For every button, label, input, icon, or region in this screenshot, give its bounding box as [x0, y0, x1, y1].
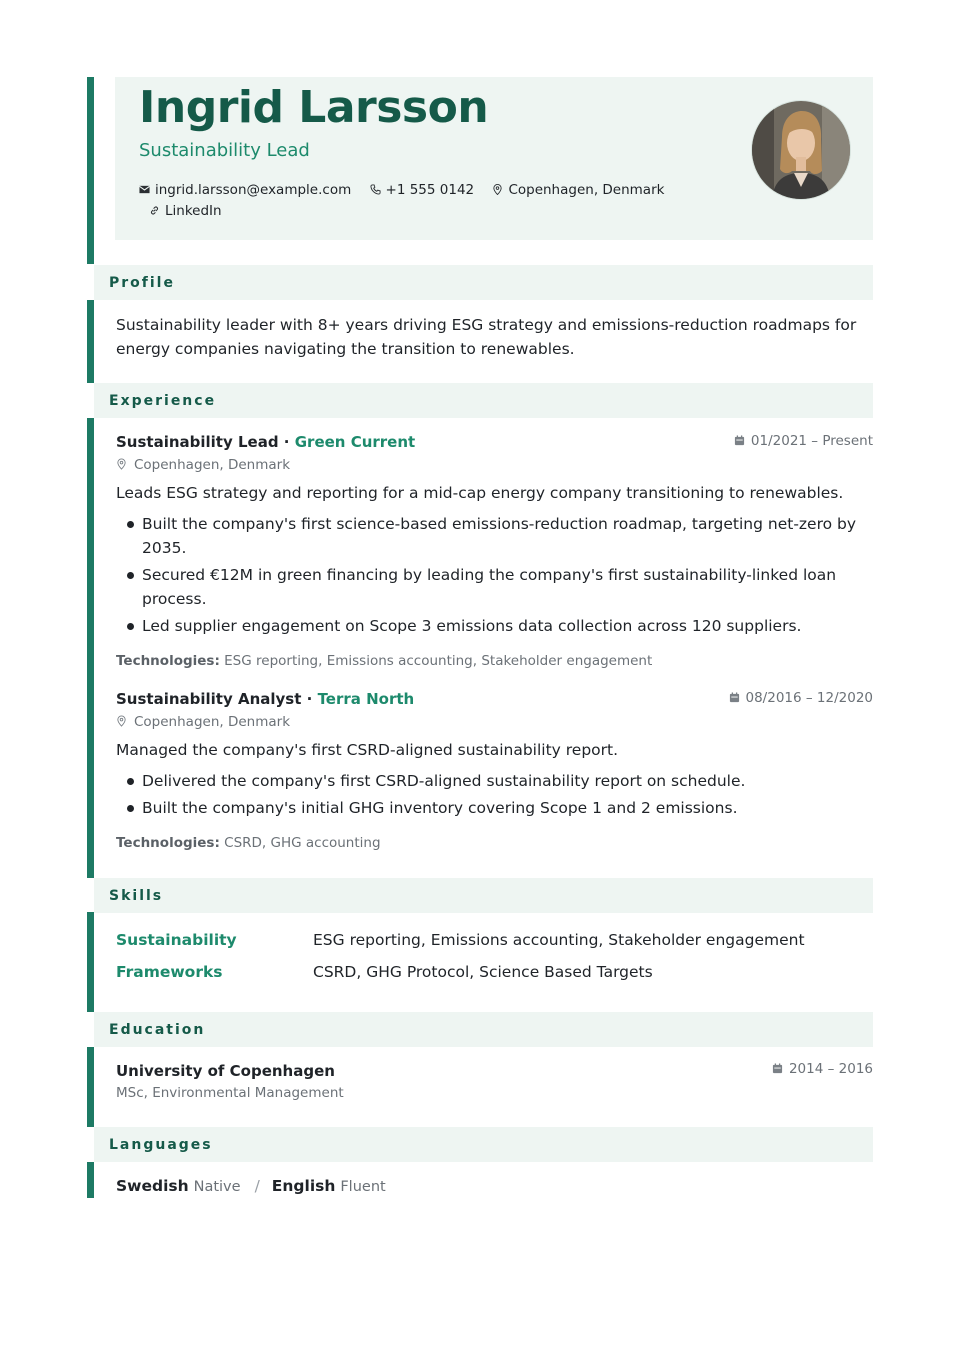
job-dates [729, 690, 874, 706]
section-title-experience [94, 383, 873, 418]
technologies-label: Technologies: [116, 653, 220, 669]
section-title-text: Experience [109, 393, 217, 409]
job-location [116, 714, 290, 730]
job-summary: Leads ESG strategy and reporting for a mid-cap energy company transitioning to renewables. [116, 484, 844, 502]
job-location-text: Copenhagen, Denmark [134, 457, 291, 473]
profile-photo [752, 101, 850, 199]
job-technologies [116, 653, 652, 669]
link-icon [149, 205, 160, 216]
accent-bar [87, 418, 94, 878]
accent-bar [87, 77, 94, 264]
linkedin-text: LinkedIn [165, 203, 222, 219]
job-bullets [126, 769, 866, 823]
skill-category: Sustainability [116, 931, 237, 949]
language-level: Native [193, 1179, 241, 1195]
accent-bar [87, 1162, 94, 1198]
title-separator: · [278, 433, 295, 451]
education-school: University of Copenhagen [116, 1062, 335, 1080]
technologies-text: CSRD, GHG accounting [224, 835, 381, 851]
profile-summary: Sustainability leader with 8+ years driving ESG strategy and emissions-reduction roadmaps for energy companies navigating the transition to renewables. [116, 316, 857, 358]
contact-info [139, 180, 719, 222]
calendar-icon [729, 692, 740, 703]
job-location [116, 457, 290, 473]
education-degree: MSc, Environmental Management [116, 1085, 344, 1101]
section-title-text: Education [109, 1022, 206, 1038]
section-title-text: Languages [109, 1137, 213, 1153]
contact-linkedin[interactable] [149, 201, 222, 222]
technologies-text: ESG reporting, Emissions accounting, Stakeholder engagement [224, 653, 653, 669]
email-text: ingrid.larsson@example.com [155, 182, 352, 198]
phone-icon [370, 184, 381, 195]
skill-values: ESG reporting, Emissions accounting, Stakeholder engagement [313, 931, 805, 949]
accent-bar [87, 300, 94, 383]
map-pin-icon [116, 458, 127, 470]
map-pin-icon [116, 715, 127, 727]
calendar-icon [772, 1063, 783, 1074]
map-pin-icon [492, 184, 503, 195]
section-title-languages [94, 1127, 873, 1162]
calendar-icon [734, 435, 745, 446]
job-title: Sustainability Lead [116, 433, 279, 451]
job-technologies [116, 835, 381, 851]
job-dates [734, 433, 873, 449]
list-item: Built the company's first science-based emissions-reduction roadmap, targeting net-zero by 2035. [126, 512, 866, 560]
section-title-skills [94, 878, 873, 913]
job-dates-text: 08/2016 – 12/2020 [745, 690, 873, 706]
section-title-profile [94, 265, 873, 300]
avatar [752, 101, 850, 199]
envelope-icon [139, 184, 150, 195]
language-separator: / [254, 1177, 260, 1195]
job-company: Terra North [317, 690, 415, 708]
skill-values: CSRD, GHG Protocol, Science Based Targets [313, 963, 653, 981]
job-location-text: Copenhagen, Denmark [134, 714, 291, 730]
accent-bar [87, 912, 94, 1012]
language-name: Swedish [116, 1177, 189, 1195]
list-item: Delivered the company's first CSRD-aligned sustainability report on schedule. [126, 769, 866, 793]
technologies-label: Technologies: [116, 835, 220, 851]
candidate-name: Ingrid Larsson [139, 82, 489, 133]
contact-location [492, 180, 664, 201]
language-level: Fluent [340, 1179, 386, 1195]
title-separator: · [301, 690, 318, 708]
contact-email[interactable] [139, 180, 351, 201]
job-dates-text: 01/2021 – Present [750, 433, 873, 449]
education-dates [772, 1061, 873, 1077]
education-dates-text: 2014 – 2016 [788, 1061, 873, 1077]
job-summary: Managed the company's first CSRD-aligned sustainability report. [116, 741, 619, 759]
section-title-text: Skills [109, 888, 164, 904]
location-text: Copenhagen, Denmark [508, 182, 665, 198]
list-item: Led supplier engagement on Scope 3 emissions data collection across 120 suppliers. [126, 614, 866, 638]
job-title-line [116, 433, 415, 451]
job-bullets [126, 512, 866, 641]
list-item: Secured €12M in green financing by leading the company's first sustainability-linked loan process. [126, 563, 866, 611]
language-name: English [271, 1177, 336, 1195]
resume-header [115, 77, 873, 240]
section-title-text: Profile [109, 275, 175, 291]
candidate-role: Sustainability Lead [139, 140, 310, 161]
accent-bar [87, 1047, 94, 1127]
job-company: Green Current [294, 433, 416, 451]
phone-text: +1 555 0142 [385, 182, 475, 198]
languages-list [116, 1177, 386, 1195]
section-title-education [94, 1012, 873, 1047]
job-title-line [116, 690, 414, 708]
job-title: Sustainability Analyst [116, 690, 302, 708]
list-item: Built the company's initial GHG inventory covering Scope 1 and 2 emissions. [126, 796, 866, 820]
skill-category: Frameworks [116, 963, 223, 981]
contact-phone[interactable] [370, 180, 475, 201]
